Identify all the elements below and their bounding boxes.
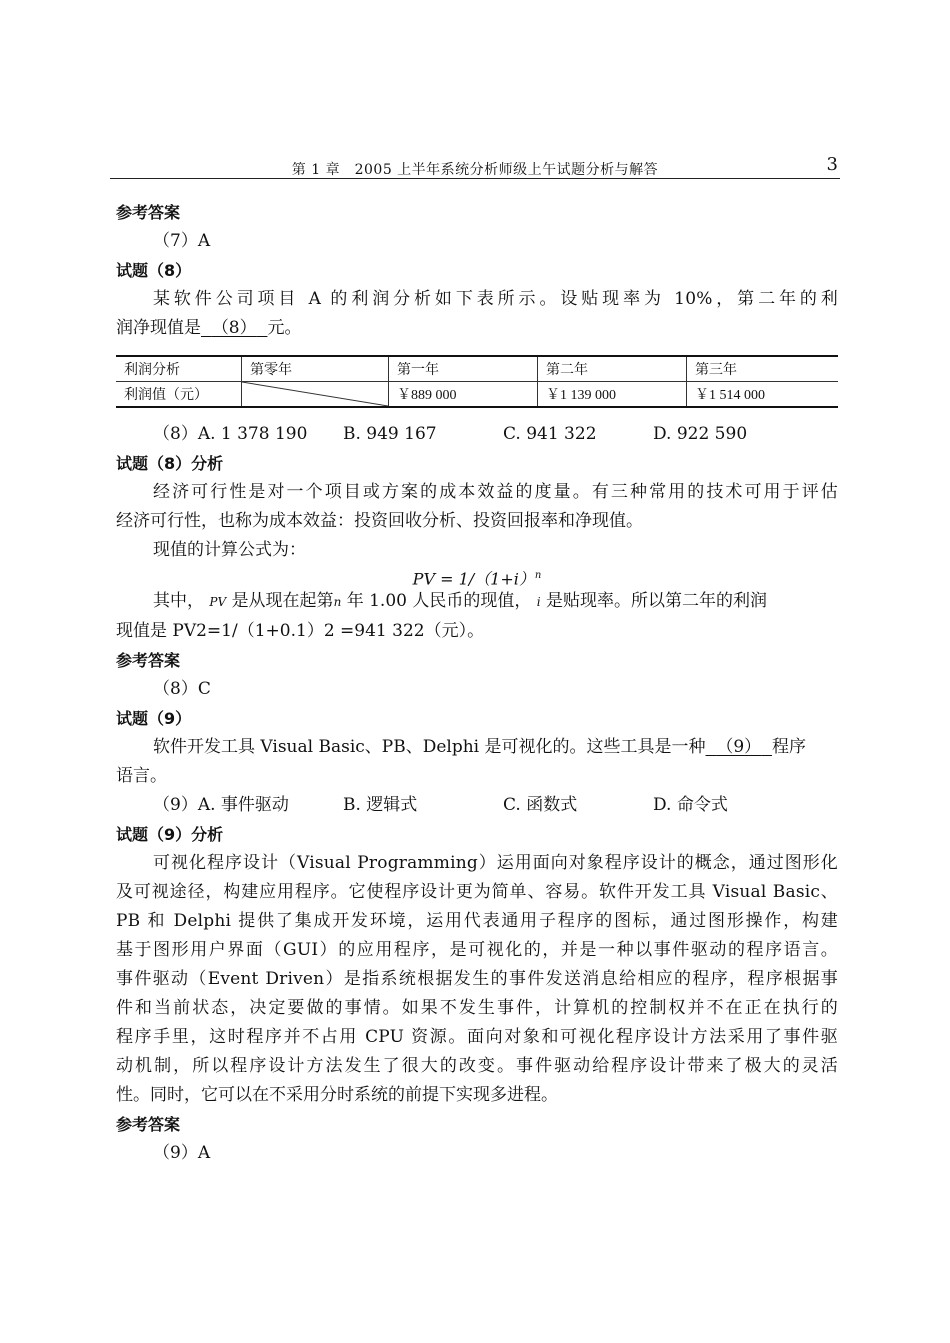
table-header-cell: 第二年	[538, 356, 687, 382]
diagonal-line	[242, 382, 388, 406]
answer-value: （8）C	[153, 679, 211, 699]
analysis-text: 经济可行性，也称为成本效益：投资回收分析、投资回报率和净现值。	[116, 511, 643, 531]
i-symbol: i	[536, 595, 541, 609]
table-header-row	[116, 356, 838, 382]
option-a: （9）A. 事件驱动	[153, 795, 289, 815]
analysis-paragraph-line: PB 和 Delphi 提供了集成开发环境，运用代表通用子程序的图标，通过图形操作，构建	[116, 911, 838, 931]
analysis-text-part: 其中，	[153, 591, 204, 611]
pv-symbol: PV	[209, 595, 227, 609]
option-b: B. 逻辑式	[343, 795, 418, 815]
question-text: 语言。	[116, 766, 167, 786]
table-header-cell: 第三年	[687, 356, 839, 382]
analysis-paragraph-line: 基于图形用户界面（GUI）的应用程序，是可视化的，并是一种以事件驱动的程序语言。	[116, 940, 838, 960]
analysis-text-part: 年 1.00 人民币的现值，	[346, 591, 532, 611]
question-text-part: 软件开发工具 Visual Basic、PB、Delphi 是可视化的。这些工具是一种	[153, 737, 706, 757]
answer-blank	[201, 318, 267, 338]
formula-text: PV = 1/（1+i）	[412, 569, 535, 589]
profit-table	[116, 355, 838, 408]
n-symbol: n	[333, 595, 342, 609]
analysis-paragraph-line: 程序手里，这时程序并不占用 CPU 资源。面向对象和可视化程序设计方法采用了事件驱	[116, 1027, 838, 1047]
option-c: C. 函数式	[503, 795, 578, 815]
table-cell: ￥1 139 000	[538, 382, 687, 408]
option-d: D. 命令式	[653, 795, 728, 815]
analysis-paragraph-line: 事件驱动（Event Driven）是指系统根据发生的事件发送消息给相应的程序，程序根据事	[116, 969, 838, 989]
table-cell: ￥1 514 000	[687, 382, 839, 408]
answer-blank	[706, 737, 772, 757]
analysis-paragraph-line: 可视化程序设计（Visual Programming）运用面向对象程序设计的概念，通过图形化	[153, 853, 838, 873]
page-content	[116, 198, 838, 1168]
question-text-part: 程序	[771, 737, 806, 757]
answer-options	[116, 791, 838, 820]
analysis-paragraph-line: 及可视途径，构建应用程序。它使程序设计更为简单、容易。软件开发工具 Visual Basic、	[116, 882, 838, 902]
answer-value: （9）A	[153, 1143, 211, 1163]
empty-diagonal-cell	[242, 382, 389, 408]
question-text-part: 润净现值是	[116, 318, 201, 338]
answer-blank-label: （9）	[716, 737, 762, 757]
table-cell: ￥889 000	[389, 382, 538, 408]
analysis-text-part: 是从现在起第	[231, 591, 334, 611]
question-text-part: 元。	[267, 318, 302, 338]
table-row-label: 利润值（元）	[116, 382, 242, 408]
answer-options	[116, 420, 838, 449]
option-d: D. 922 590	[653, 424, 748, 444]
analysis-text: 现值的计算公式为：	[153, 540, 306, 560]
analysis-paragraph-line: 性。同时，它可以在不采用分时系统的前提下实现多进程。	[116, 1085, 558, 1105]
page-header	[110, 154, 840, 179]
page-number: 3	[826, 154, 838, 175]
analysis-text	[116, 587, 838, 617]
question-text	[116, 314, 838, 343]
option-a: （8）A. 1 378 190	[153, 424, 308, 444]
analysis-text-part: 是贴现率。所以第二年的利润	[546, 591, 768, 611]
pv-formula	[116, 565, 838, 587]
analysis-paragraph-line: 动机制，所以程序设计方法发生了很大的改变。事件驱动给程序设计带来了极大的灵活	[116, 1056, 838, 1076]
analysis-heading: 试题（9）分析	[116, 825, 224, 844]
table-header-cell: 第零年	[242, 356, 389, 382]
answer-blank-label: （8）	[211, 318, 257, 338]
question-heading: 试题（8）	[116, 261, 192, 280]
table-header-cell: 利润分析	[124, 363, 180, 378]
question-heading: 试题（9）	[116, 709, 192, 728]
analysis-text: 现值是 PV2=1/（1+0.1）2 =941 322（元）。	[116, 621, 485, 641]
question-text	[116, 733, 838, 762]
table-row	[116, 382, 838, 408]
table-header-cell: 第一年	[389, 356, 538, 382]
answer-heading: 参考答案	[116, 1115, 181, 1134]
analysis-text: 经济可行性是对一个项目或方案的成本效益的度量。有三种常用的技术可用于评估	[153, 482, 838, 502]
option-b: B. 949 167	[343, 424, 437, 444]
question-text: 某软件公司项目 A 的利润分析如下表所示。设贴现率为 10%，第二年的利	[153, 289, 838, 309]
formula-exponent: n	[534, 570, 542, 581]
answer-heading: 参考答案	[116, 203, 181, 222]
analysis-heading: 试题（8）分析	[116, 454, 224, 473]
analysis-paragraph-line: 件和当前状态，决定要做的事情。如果不发生事件，计算机的控制权并不在正在执行的	[116, 998, 838, 1018]
answer-value: （7）A	[153, 231, 211, 251]
answer-heading: 参考答案	[116, 651, 181, 670]
chapter-title: 第 1 章 2005 上半年系统分析师级上午试题分析与解答	[291, 162, 659, 178]
option-c: C. 941 322	[503, 424, 597, 444]
